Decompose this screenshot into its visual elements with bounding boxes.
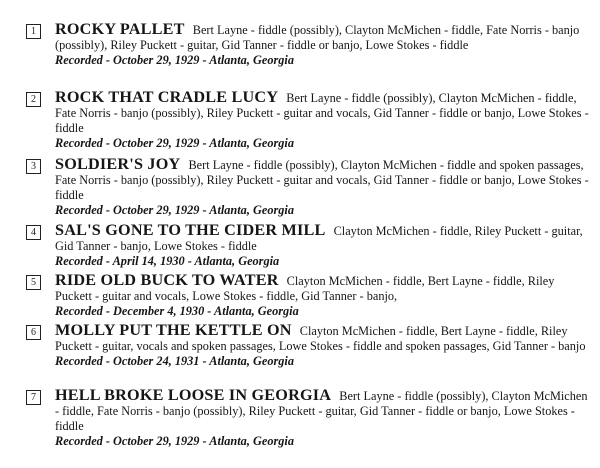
track-recorded: Recorded - October 29, 1929 - Atlanta, Georgia [55, 53, 294, 68]
track-title: HELL BROKE LOOSE IN GEORGIA [55, 386, 332, 404]
track-body [55, 90, 590, 151]
track-personnel: Clayton McMichen - fiddle, Bert Layne - fiddle, Riley Puckett - guitar and vocals, Lowe Stokes - fiddle, Gid Tanner - banjo, [55, 274, 555, 304]
track-title: MOLLY PUT THE KETTLE ON [55, 321, 292, 339]
track-number-box: 7 [26, 390, 41, 405]
track-number-box: 4 [26, 225, 41, 240]
track-title: ROCKY PALLET [55, 20, 185, 38]
track-recorded: Recorded - December 4, 1930 - Atlanta, Georgia [55, 304, 299, 319]
track-recorded: Recorded - October 29, 1929 - Atlanta, Georgia [55, 203, 294, 218]
track-title: RIDE OLD BUCK TO WATER [55, 271, 279, 289]
track-personnel: Bert Layne - fiddle (possibly), Clayton McMichen - fiddle, Fate Norris - banjo (possibly), Riley Puckett - guitar, Gid Tanner - fiddle or banjo, Lowe Stokes - fiddle [55, 389, 588, 434]
track-personnel: Bert Layne - fiddle (possibly), Clayton McMichen - fiddle and spoken passages, Fate Norris - banjo (possibly), Riley Puckett - guitar and vocals, Gid Tanner - fiddle or banjo, Lowe Stokes - fiddle [55, 158, 589, 203]
track-title: SAL'S GONE TO THE CIDER MILL [55, 221, 326, 239]
track-number-box: 2 [26, 92, 41, 107]
track-title: SOLDIER'S JOY [55, 155, 181, 173]
track-recorded: Recorded - October 29, 1929 - Atlanta, Georgia [55, 136, 294, 151]
track-number-box: 5 [26, 275, 41, 290]
track-body [55, 323, 590, 369]
track-number-box: 6 [26, 325, 41, 340]
track-body [55, 223, 590, 269]
track-personnel: Clayton McMichen - fiddle, Riley Puckett - guitar, Gid Tanner - banjo, Lowe Stokes - fiddle [55, 224, 583, 254]
track-body [55, 22, 590, 68]
track-personnel: Clayton McMichen - fiddle, Bert Layne - fiddle, Riley Puckett - guitar, vocals and spoken passages, Lowe Stokes - fiddle and spoken passages, Gid Tanner - banjo [55, 324, 586, 354]
track-body [55, 157, 590, 218]
track-body [55, 273, 590, 319]
track-recorded: Recorded - April 14, 1930 - Atlanta, Georgia [55, 254, 280, 269]
track-body [55, 388, 590, 449]
track-personnel: Bert Layne - fiddle (possibly), Clayton McMichen - fiddle, Fate Norris - banjo (possibly), Riley Puckett - guitar, Gid Tanner - fiddle or banjo, Lowe Stokes - fiddle [55, 23, 580, 53]
track-number-box: 1 [26, 24, 41, 39]
track-recorded: Recorded - October 24, 1931 - Atlanta, Georgia [55, 354, 294, 369]
track-title: ROCK THAT CRADLE LUCY [55, 88, 279, 106]
track-recorded: Recorded - October 29, 1929 - Atlanta, Georgia [55, 434, 294, 449]
track-number-box: 3 [26, 159, 41, 174]
track-personnel: Bert Layne - fiddle (possibly), Clayton McMichen - fiddle, Fate Norris - banjo (possibly), Riley Puckett - guitar and vocals, Gid Tanner - fiddle or banjo, Lowe Stokes - fiddle [55, 91, 589, 136]
